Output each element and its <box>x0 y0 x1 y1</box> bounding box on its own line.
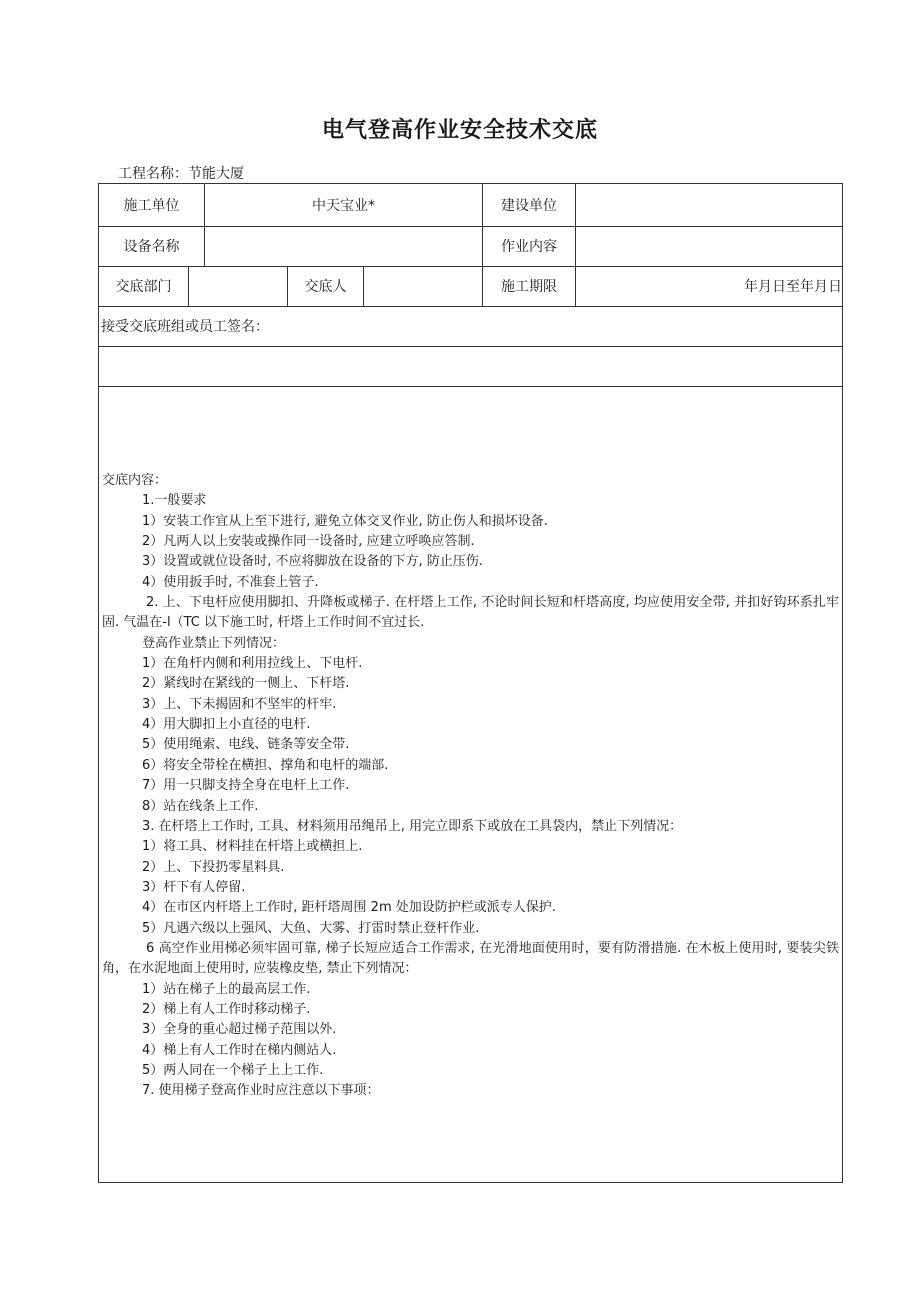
content-paragraph-text: 6 高空作业用梯必须牢固可靠, 梯子长短应适合工作需求, 在光滑地面使用时，要有防滑措施. 在木板上使用时, 要装尖铁角，在水泥地面上使用时, 应装橡皮垫, 禁止下列情况： <box>102 940 839 977</box>
equipment-name-label: 设备名称 <box>123 239 180 255</box>
content-line: 1）安装工作宜从上至下进行, 避免立体交叉作业, 防止伤人和损坏设备. <box>142 513 548 529</box>
briefer-label: 交底人 <box>304 279 347 295</box>
content-line: 3. 在杆塔上工作时, 工具、材料须用吊绳吊上, 用完立即系下或放在工具袋内，禁止下列情况： <box>142 818 683 834</box>
content-line: 7. 使用梯子登高作业时应注意以下事项： <box>142 1083 380 1099</box>
equipment-name-value <box>205 226 482 266</box>
content-line: 3）设置或就位设备时, 不应将脚放在设备的下方, 防止压伤. <box>142 554 483 570</box>
content-line: 1）站在梯子上的最高层工作. <box>142 981 311 997</box>
row-divider <box>99 346 842 347</box>
content-paragraph <box>102 593 839 634</box>
client-unit-value <box>576 184 842 226</box>
briefer-value <box>364 266 482 306</box>
content-line: 3）全身的重心超过梯子范围以外. <box>142 1022 337 1038</box>
briefing-table <box>98 183 843 1183</box>
content-line: 1.一般要求 <box>142 493 207 509</box>
content-line: 7）用一只脚支持全身在电杆上工作. <box>142 778 350 794</box>
construction-unit-value: 中天宝业* <box>312 198 375 214</box>
page-title: 电气登高作业安全技术交底 <box>321 118 598 143</box>
content-line: 5）凡遇六级以上强风、大鱼、大雾、打雷时禁止登杆作业. <box>142 920 480 936</box>
briefing-department-label: 交底部门 <box>115 279 172 295</box>
content-line: 2）梯上有人工作时移动梯子. <box>142 1001 311 1017</box>
row-divider <box>99 386 842 387</box>
content-line: 5）使用绳索、电线、链条等安全带. <box>142 737 350 753</box>
client-unit-label: 建设单位 <box>501 198 557 214</box>
briefing-department-value <box>189 266 287 306</box>
content-line: 2）上、下投扔零星料具. <box>142 859 285 875</box>
construction-period-label: 施工期限 <box>501 279 557 295</box>
content-paragraph-text: 2. 上、下电杆应使用脚扣、升降板或梯子. 在杆塔上工作, 不论时间长短和杆塔高度, 均应使用安全带, 并扣好钩环系扎牢固. 气温在-l（TC 以下施工时, 杆塔上工作时间不宜过长. <box>102 595 839 631</box>
content-line: 8）站在线条上工作. <box>142 798 259 814</box>
content-paragraph <box>102 939 839 980</box>
content-line: 2）凡两人以上安装或操作同一设备时, 应建立呼唤应答制. <box>142 534 475 550</box>
briefing-content <box>102 471 839 1102</box>
content-line: 登高作业禁止下列情况： <box>142 635 286 651</box>
work-content-value <box>576 226 842 266</box>
content-line: 4）梯上有人工作时在梯内侧站人. <box>142 1042 337 1058</box>
content-line: 1）将工具、材料挂在杆塔上或横担上. <box>142 839 363 855</box>
content-line: 5）两人同在一个梯子上上工作. <box>142 1062 324 1078</box>
content-line: 4）使用扳手时, 不准套上管子. <box>142 574 319 590</box>
work-content-label: 作业内容 <box>501 239 557 255</box>
content-line: 1）在角杆内侧和利用拉线上、下电杆. <box>142 656 363 672</box>
construction-period-value: 年月日至年月日 <box>744 279 842 295</box>
content-line: 2）紧线时在紧线的一侧上、下杆塔. <box>142 676 350 692</box>
content-line: 6）将安全带栓在横担、撑角和电杆的端部. <box>142 757 389 773</box>
content-line: 3）上、下未揭固和不坚牢的杆牢. <box>142 696 337 712</box>
content-heading: 交底内容： <box>102 473 168 488</box>
signature-label: 接受交底班组或员工签名： <box>101 319 269 335</box>
content-line: 4）用大脚扣上小直径的电杆. <box>142 717 311 733</box>
content-line: 3）杆下有人停留. <box>142 879 246 895</box>
content-line: 4）在市区内杆塔上工作时, 距杆塔周围 2m 处加设防护栏或派专人保护. <box>142 900 556 916</box>
construction-unit-label: 施工单位 <box>123 198 180 214</box>
project-name: 工程名称：节能大厦 <box>118 166 244 182</box>
